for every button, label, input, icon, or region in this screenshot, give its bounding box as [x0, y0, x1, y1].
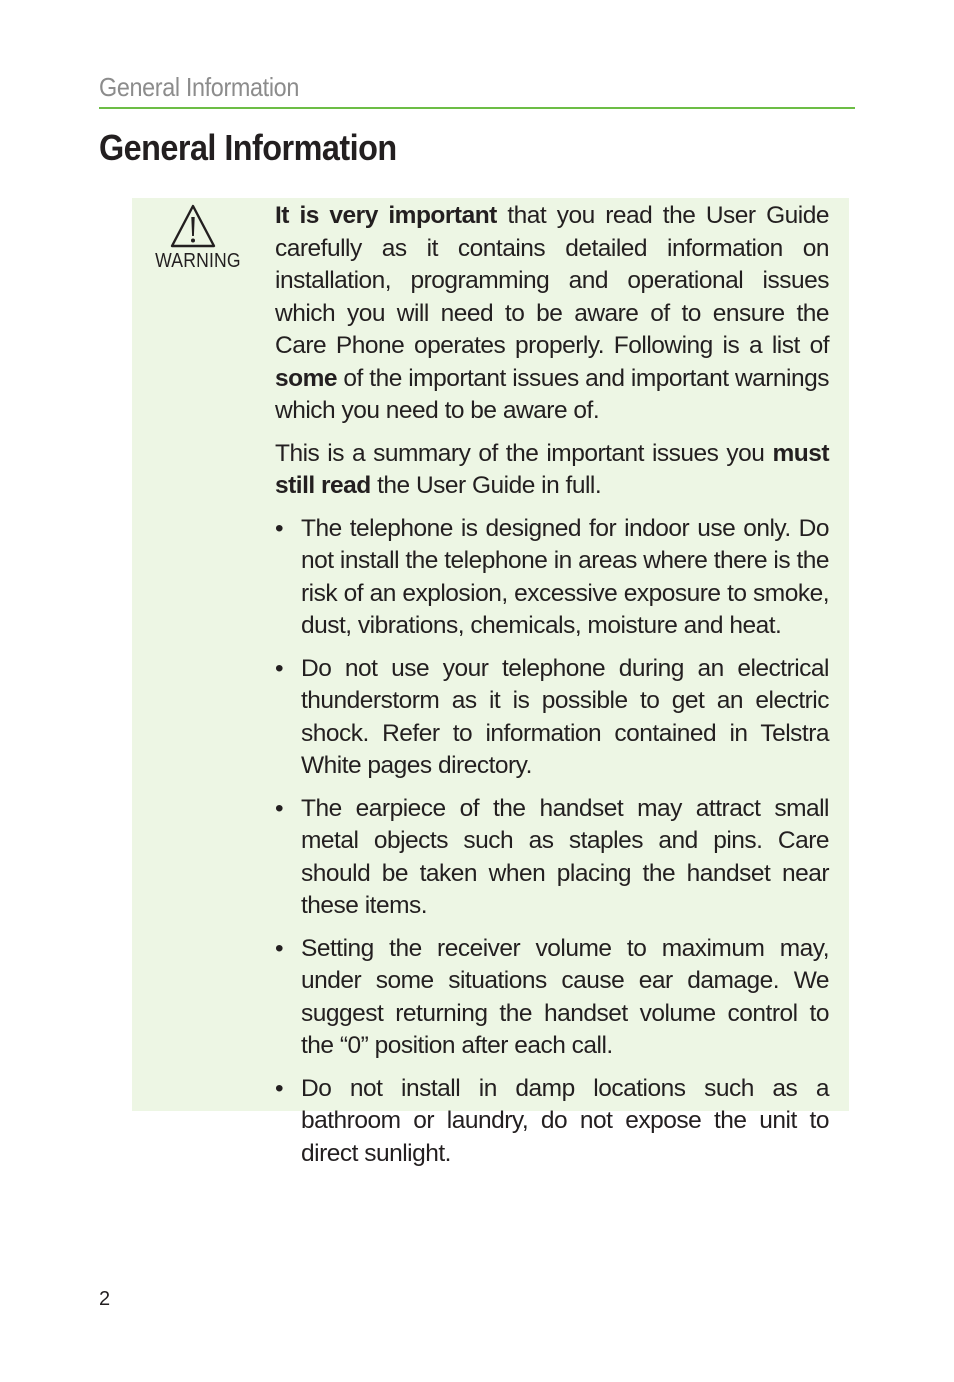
warning-triangle-icon [170, 204, 216, 248]
intro-text-2: of the important issues and important warnings which you need to be aware of. [275, 364, 829, 424]
warning-content [275, 200, 829, 1180]
list-item [275, 513, 829, 643]
bullet: • [275, 1074, 284, 1102]
summary-text-2: the User Guide in full. [370, 472, 602, 499]
running-header: General Information [99, 72, 299, 102]
header-rule [99, 107, 855, 109]
bullet: • [275, 934, 284, 962]
bullet: • [275, 514, 284, 542]
list-item-text: The telephone is designed for indoor use only. Do not install the telephone in areas where there is the risk of an explosion, excessive exposure to smoke, dust, vibrations, chemicals, moisture and heat. [301, 514, 829, 639]
page-title: General Information [99, 127, 397, 168]
warning-label: WARNING [155, 250, 241, 272]
summary-bold: must still read [275, 439, 829, 499]
warning-box [132, 198, 849, 1167]
intro-bold-mid: some [275, 364, 338, 392]
summary-paragraph [275, 438, 829, 503]
list-item-text: Do not install in damp locations such as a bathroom or laundry, do not expose the unit to direct sunlight. [301, 1074, 829, 1167]
intro-text-1: that you read the User Guide carefully as it contains detailed information on installation, programming and operational issues which you will need to be aware of to ensure the Care Phone operates properly. Following is a list of [275, 202, 829, 359]
intro-bold-lead: It is very important [275, 202, 497, 229]
bullet: • [275, 654, 284, 682]
warning-badge [150, 204, 241, 273]
list-item-text: The earpiece of the handset may attract small metal objects such as staples and pins. Care should be taken when placing the handset near these items. [301, 794, 829, 919]
list-item [275, 793, 829, 923]
list-item [275, 1073, 829, 1171]
list-item-text: Setting the receiver volume to maximum may, under some situations cause ear damage. We suggest returning the handset volume control to the “0” position after each call. [301, 934, 829, 1059]
list-item-text: Do not use your telephone during an electrical thunderstorm as it is possible to get an electric shock. Refer to information contained in Telstra White pages directory. [301, 654, 829, 779]
summary-text-1: This is a summary of the important issues you [275, 439, 773, 467]
list-item [275, 933, 829, 1063]
bullet: • [275, 794, 284, 822]
warning-list [275, 513, 829, 1171]
list-item [275, 653, 829, 783]
page-number: 2 [99, 1288, 111, 1310]
intro-paragraph [275, 200, 829, 428]
